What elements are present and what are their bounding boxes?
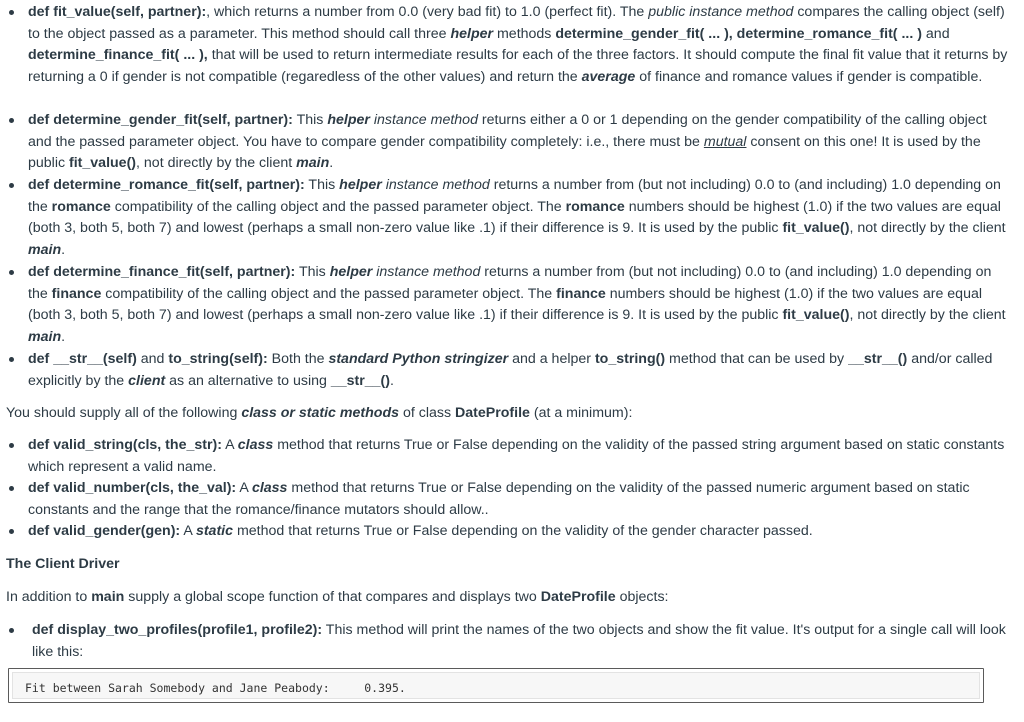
romance-fit-item: def determine_romance_fit(self, partner): This helper instance method returns a number from (but not including) 0.0 to (and including) 1.0 depending on the romance compatibility of the calling object and the passed parameter object. The romance numbers should be highest (1.0) if the two values are equal (both 3, both 5, both 7) and lowest (perhaps a small non-zero value like .1) if their difference is 9. It is used by the public fit_value(), not directly by the client main. [0,175,1010,261]
client-intro: In addition to main supply a global scope function of that compares and displays two DateProfile objects: [6,589,669,605]
finance-fit-item: def determine_finance_fit(self, partner): This helper instance method returns a number from (but not including) 0.0 to (and including) 1.0 depending on the finance compatibility of the calling object and the passed parameter object. The finance numbers should be highest (1.0) if the two values are equal (both 3, both 5, both 7) and lowest (perhaps a small non-zero value like .1) if their difference is 9. It is used by the public fit_value(), not directly by the client main. [0,262,1010,348]
valid-number-item: def valid_number(cls, the_val): A class method that returns True or False depending on the validity of the passed numeric argument based on static constants and the range that the romance/finance mutators should allow.. [0,478,1010,521]
code-output-inner [12,672,980,699]
str-method-list [0,349,1010,392]
finance-fit-list [0,262,1010,348]
valid-string-item: def valid_string(cls, the_str): A class method that returns True or False depending on the validity of the passed string argument based on static constants which represent a valid name. [0,435,1010,478]
display-profiles-list [0,620,1010,663]
class-methods-list [0,435,1010,543]
str-method-item: def __str__(self) and to_string(self): Both the standard Python stringizer and a helper to_string() method that can be used by __str__() and/or called explicitly by the client as an alternative to using __str__(). [0,349,1010,392]
instance-methods-list [0,2,1010,88]
gender-fit-item: def determine_gender_fit(self, partner): This helper instance method returns either a 0 or 1 depending on the gender compatibility of the calling object and the passed parameter object. You have to compare gender compatibility completely: i.e., there must be mutual consent on this one! It is used by the public fit_value(), not directly by the client main. [0,110,1010,175]
class-methods-intro: You should supply all of the following class or static methods of class DateProfile (at a minimum): [6,405,633,421]
display-profiles-item: def display_two_profiles(profile1, profile2): This method will print the names of the two objects and show the fit value. It's output for a single call will look like this: [0,620,1010,663]
gender-fit-list [0,110,1010,175]
code-output-text: Fit between Sarah Somebody and Jane Peabody: 0.395. [25,681,406,695]
romance-fit-list [0,175,1010,261]
code-output-box [8,668,984,703]
valid-gender-item: def valid_gender(gen): A static method that returns True or False depending on the validity of the gender character passed. [0,521,1010,543]
fit-value-item: def fit_value(self, partner):, which returns a number from 0.0 (very bad fit) to 1.0 (perfect fit). The public instance method compares the calling object (self) to the object passed as a parameter. This method should call three helper methods determine_gender_fit( ... ), determine_romance_fit( ... ) and determine_finance_fit( ... ), that will be used to return intermediate results for each of the three factors. It should compute the final fit value that it returns by returning a 0 if gender is not compatible (regaredless of the other values) and return the average of finance and romance values if gender is compatible. [0,2,1010,88]
client-driver-heading: The Client Driver [6,556,120,572]
